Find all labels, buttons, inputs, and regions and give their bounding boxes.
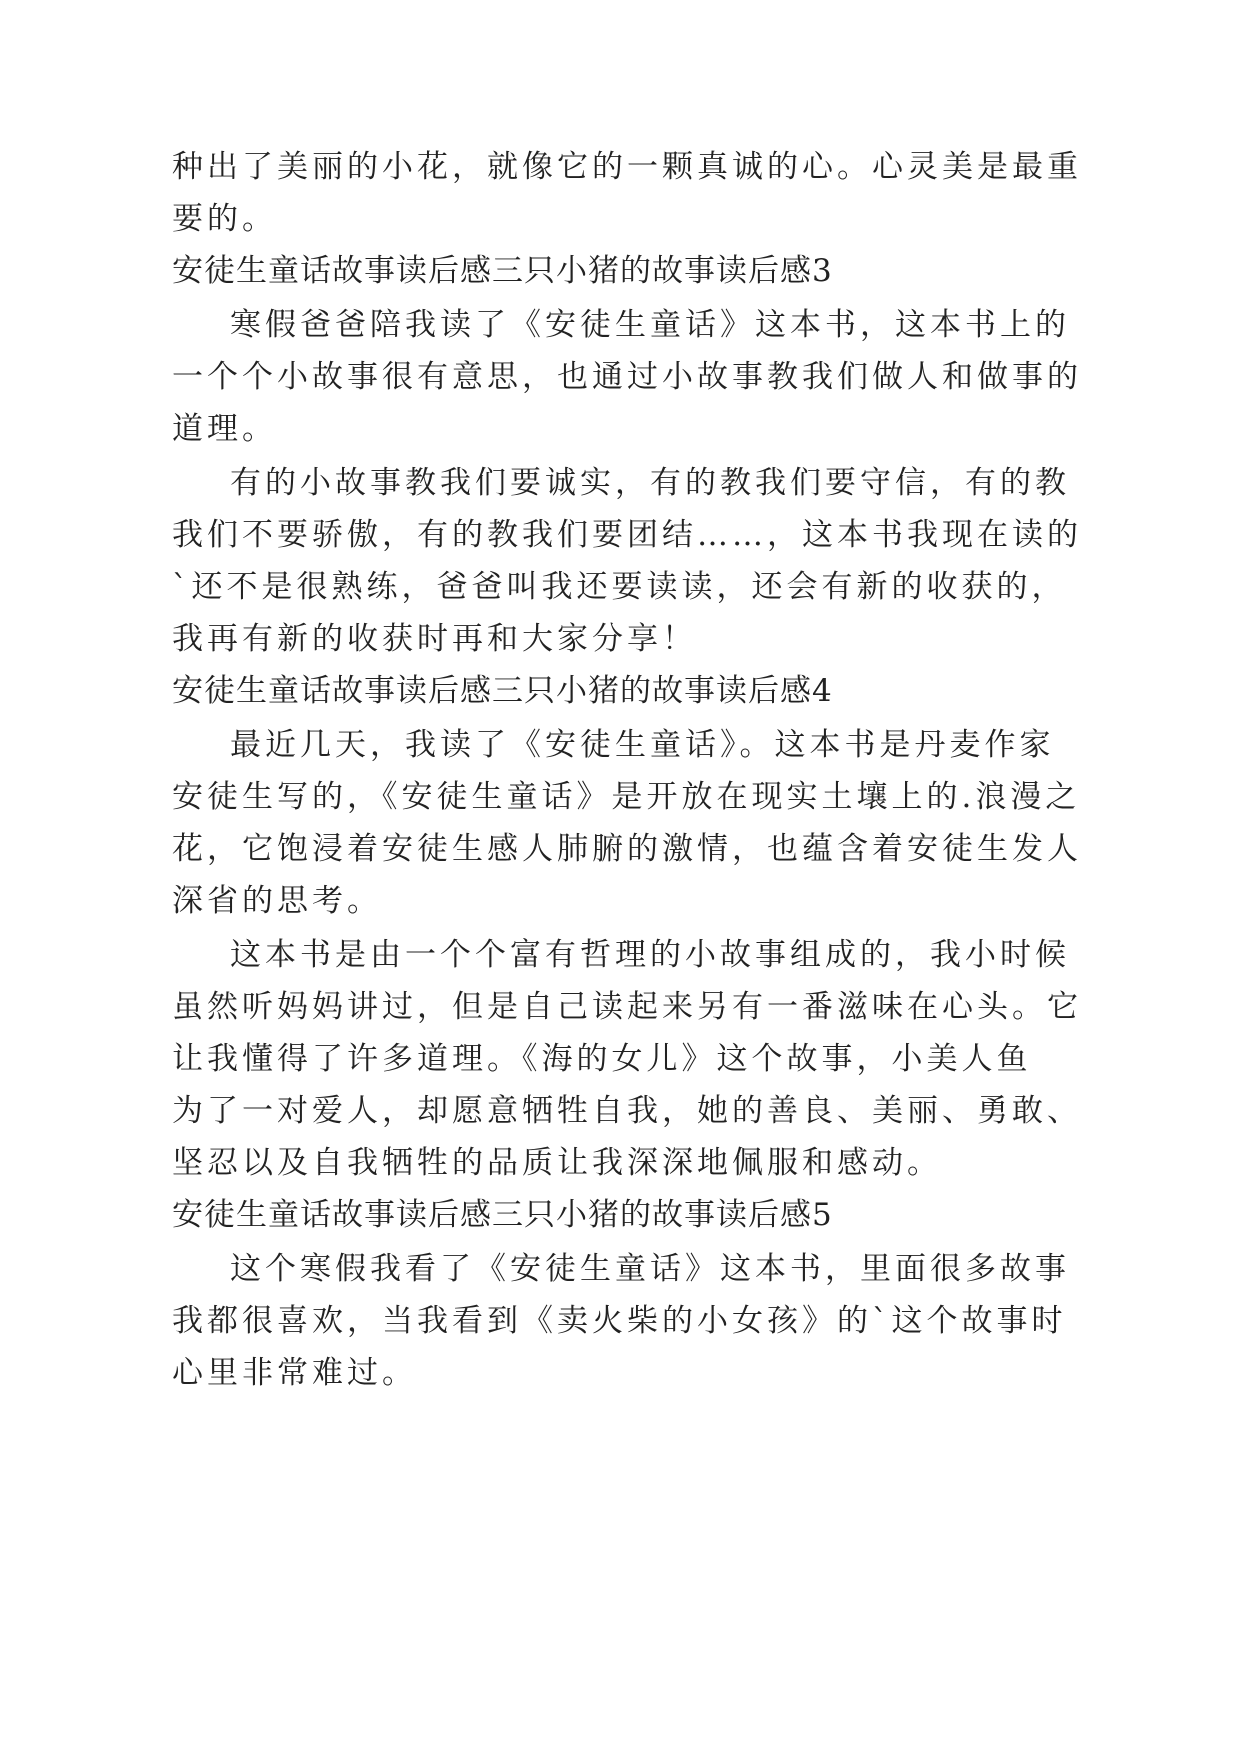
paragraph-line: 让我懂得了许多道理。《海的女儿》这个故事，小美人鱼 [172,1041,1032,1077]
paragraph-line: 最近几天，我读了《安徒生童话》。这本书是丹麦作家 [230,727,1055,763]
paragraph-line: 这本书是由一个个富有哲理的小故事组成的，我小时候 [230,937,1070,973]
section-heading-5: 安徒生童话故事读后感三只小猪的故事读后感5 [172,1197,833,1233]
section-heading-3: 安徒生童话故事读后感三只小猪的故事读后感3 [172,253,833,289]
section-heading-4: 安徒生童话故事读后感三只小猪的故事读后感4 [172,673,833,709]
paragraph-line: 一个个小故事很有意思，也通过小故事教我们做人和做事的 [172,359,1082,395]
paragraph-line: 有的小故事教我们要诚实，有的教我们要守信，有的教 [230,465,1070,501]
paragraph-line: 种出了美丽的小花，就像它的一颗真诚的心。心灵美是最重 [172,149,1082,185]
paragraph-line: 深省的思考。 [172,883,382,919]
paragraph-line: 我们不要骄傲，有的教我们要团结……，这本书我现在读的 [172,517,1082,553]
paragraph-line: 道理。 [172,411,277,447]
paragraph-line: 花，它饱浸着安徒生感人肺腑的激情，也蕴含着安徒生发人 [172,831,1082,867]
paragraph-line: 寒假爸爸陪我读了《安徒生童话》这本书，这本书上的 [230,307,1070,343]
paragraph-line: 坚忍以及自我牺牲的品质让我深深地佩服和感动。 [172,1145,942,1181]
paragraph-line: 为了一对爱人，却愿意牺牲自我，她的善良、美丽、勇敢、 [172,1093,1082,1129]
paragraph-line: 这个寒假我看了《安徒生童话》这本书，里面很多故事 [230,1251,1070,1287]
paragraph-line: 我再有新的收获时再和大家分享！ [172,621,697,657]
paragraph-line: `还不是很熟练，爸爸叫我还要读读，还会有新的收获的， [172,569,1067,605]
paragraph-line: 心里非常难过。 [172,1355,417,1391]
paragraph-line: 虽然听妈妈讲过，但是自己读起来另有一番滋味在心头。它 [172,989,1082,1025]
paragraph-line: 我都很喜欢，当我看到《卖火柴的小女孩》的`这个故事时 [172,1303,1067,1339]
paragraph-line: 安徒生写的，《安徒生童话》是开放在现实土壤上的.浪漫之 [172,779,1081,815]
paragraph-line: 要的。 [172,201,277,237]
